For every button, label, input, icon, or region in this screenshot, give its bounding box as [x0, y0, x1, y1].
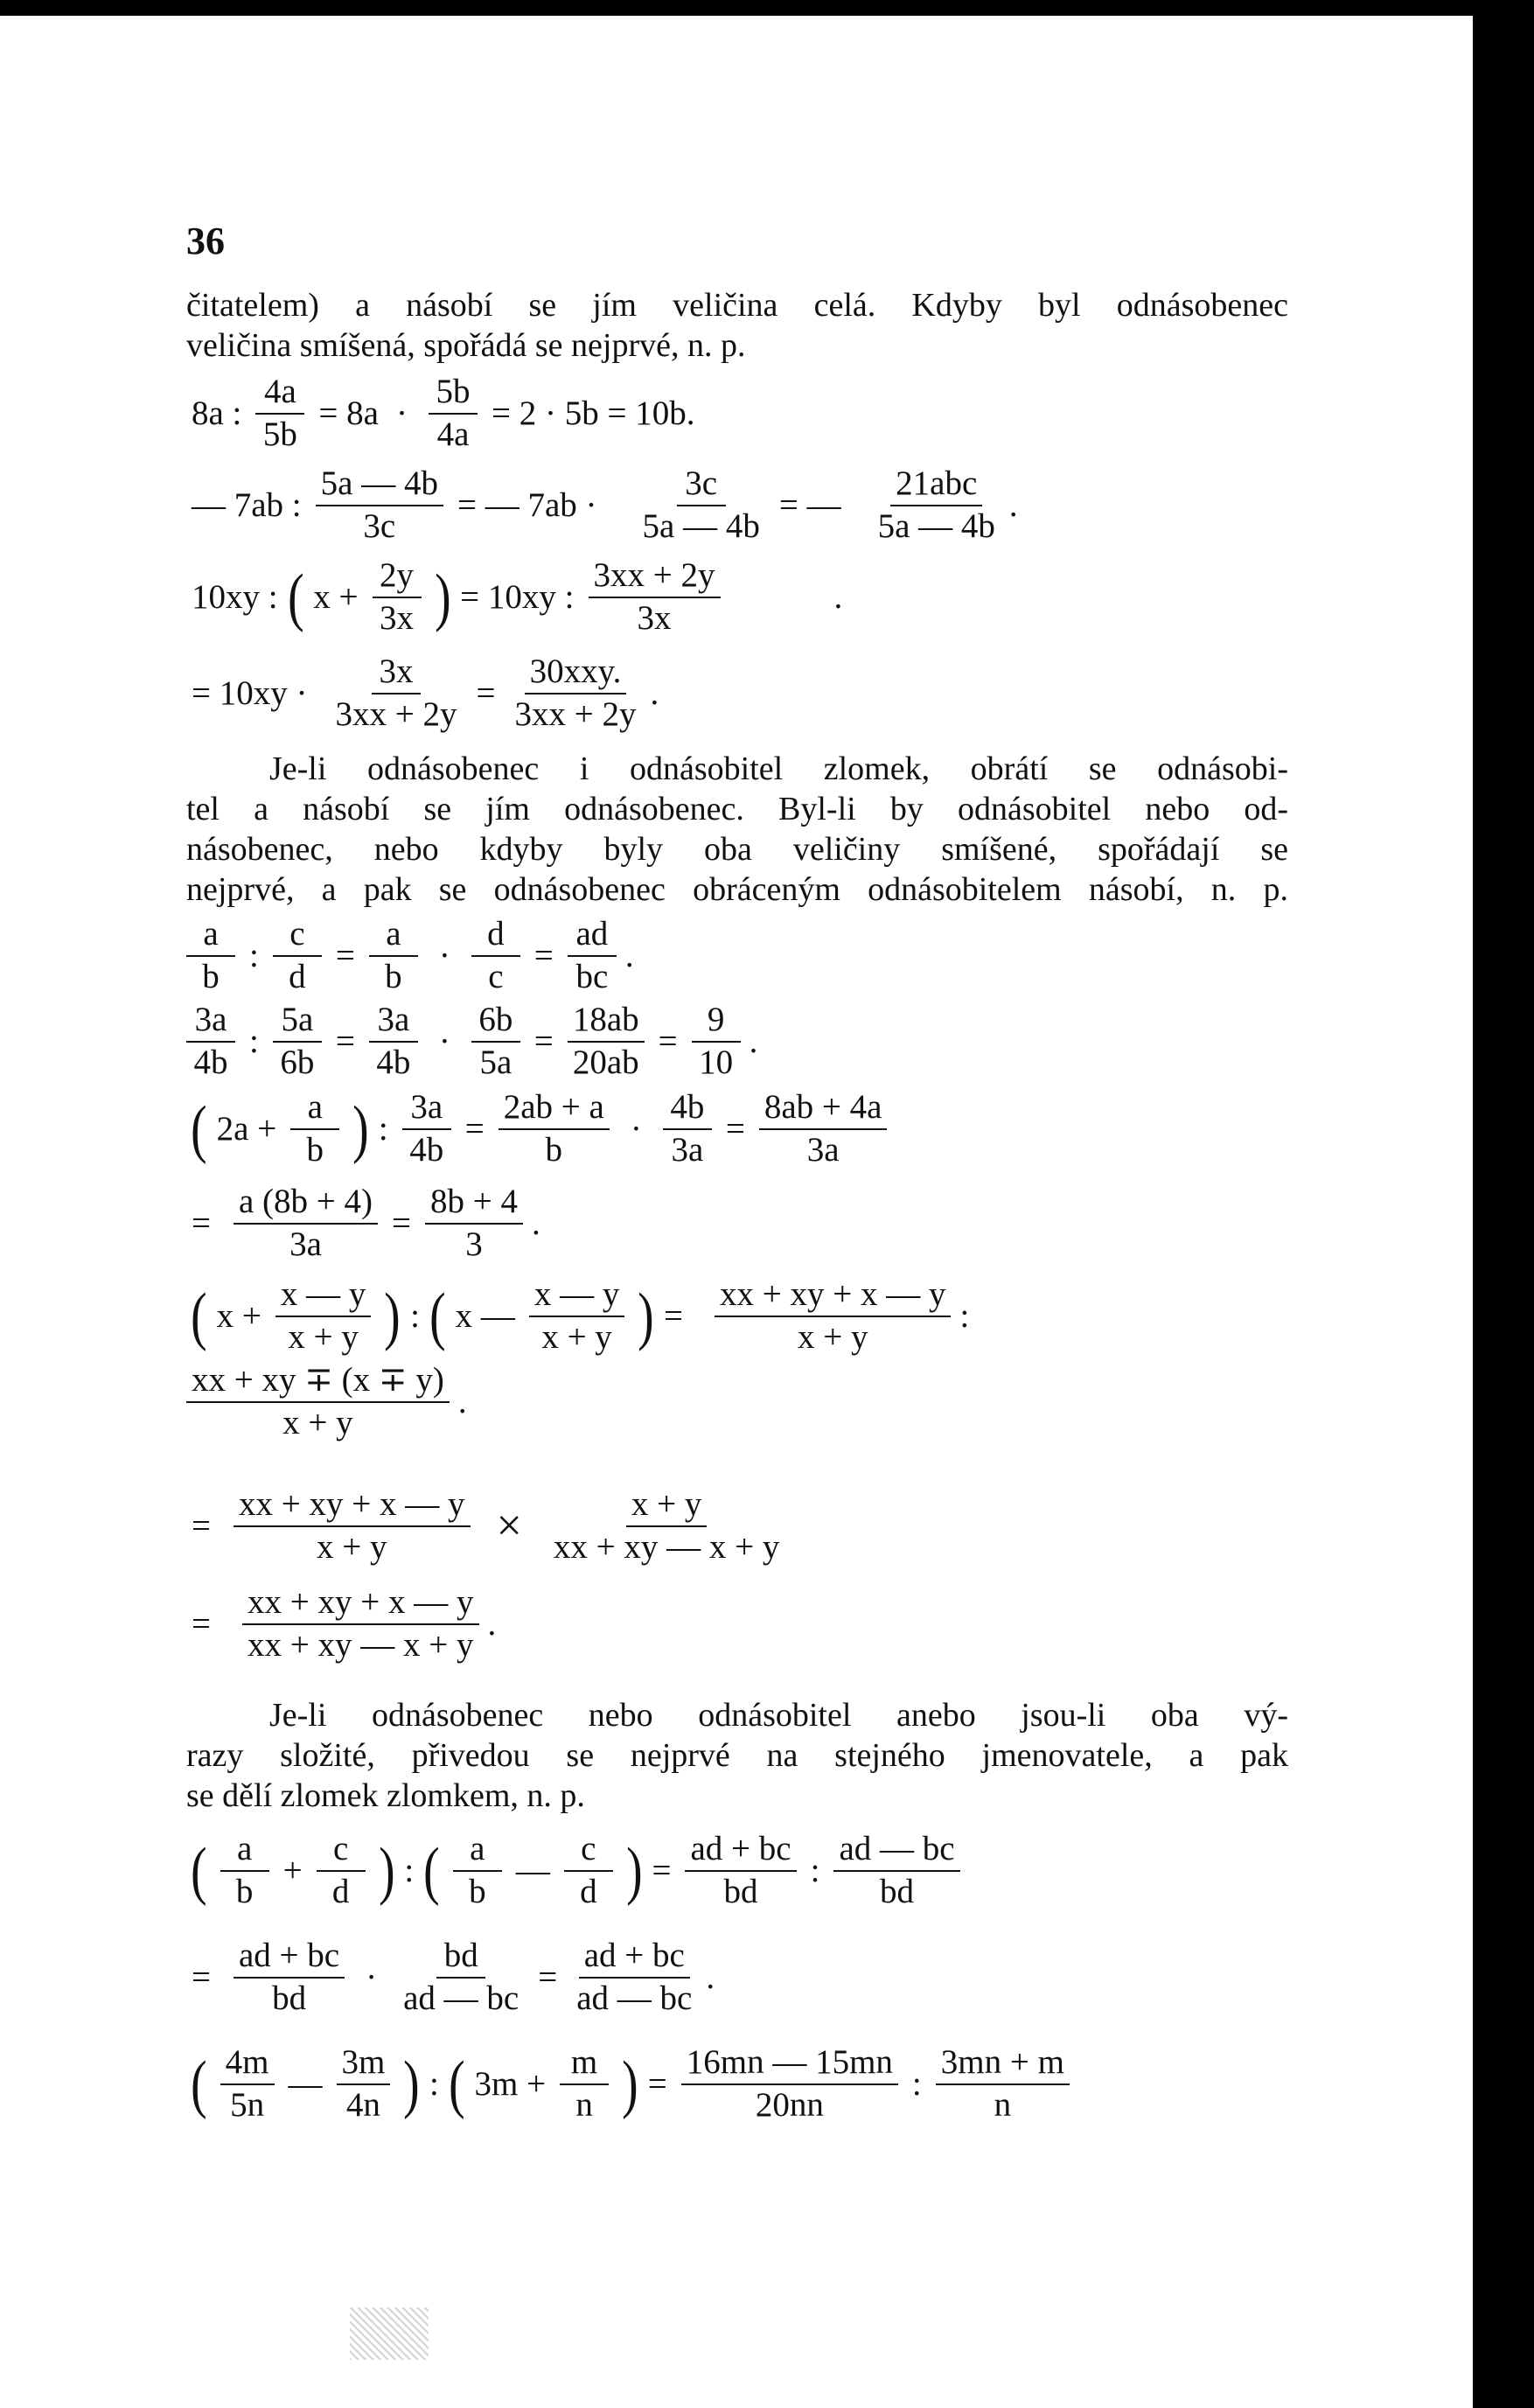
fraction-numerator: 4b: [663, 1090, 712, 1130]
equation-8: [186, 1184, 540, 1263]
fraction-numerator: 2y: [373, 558, 422, 598]
fraction: [453, 1832, 502, 1910]
fraction-numerator: c: [273, 917, 322, 957]
fraction: [220, 2045, 275, 2124]
fraction-denominator: 5a — 4b: [642, 506, 760, 545]
equation-4: [186, 654, 659, 733]
fraction-denominator: 3a: [289, 1225, 322, 1263]
fraction-denominator: 4a: [436, 415, 470, 453]
fraction-numerator: 16mn — 15mn: [681, 2045, 898, 2085]
fraction-numerator: 4m: [220, 2045, 275, 2085]
text-line: čitatelem) a násobí se jím veličina celá. Kdyby byl odnásobenec: [186, 287, 1288, 324]
fraction-denominator: x + y: [541, 1317, 612, 1356]
eq-term: =: [652, 1852, 672, 1890]
fraction: [568, 1002, 645, 1081]
fraction-numerator: 3c: [677, 466, 726, 506]
eq-term: :: [410, 1297, 420, 1336]
fraction-numerator: 21abc: [890, 466, 982, 506]
fraction-denominator: 10: [699, 1043, 734, 1081]
fraction: [568, 917, 617, 995]
fraction-denominator: 4b: [409, 1130, 444, 1169]
fraction-denominator: b: [545, 1130, 563, 1169]
fraction-numerator: a: [186, 917, 235, 957]
equation-15: [186, 2045, 1078, 2124]
fraction: [316, 466, 443, 545]
fraction: [560, 2045, 609, 2124]
eq-term: .: [457, 1383, 467, 1421]
eq-term: +: [282, 1852, 303, 1890]
fraction-denominator: bd: [723, 1872, 758, 1910]
fraction: [369, 1002, 418, 1081]
fraction: [638, 466, 765, 545]
eq-term: :: [249, 937, 259, 975]
fraction-denominator: 20nn: [755, 2085, 824, 2124]
fraction-numerator: d: [471, 917, 520, 957]
fraction-numerator: xx + xy + x — y: [234, 1487, 471, 1527]
fraction-denominator: 4n: [345, 2085, 380, 2124]
fraction-numerator: 3a: [186, 1002, 235, 1043]
fraction-numerator: bd: [436, 1938, 485, 1979]
eq-term: = —: [778, 486, 841, 525]
left-paren: (: [448, 2048, 465, 2120]
eq-term: :: [249, 1023, 259, 1061]
fraction-numerator: a: [220, 1832, 269, 1872]
fraction-numerator: ad + bc: [685, 1832, 796, 1872]
fraction-denominator: bd: [880, 1872, 914, 1910]
eq-term: 3m +: [474, 2065, 547, 2104]
book-page: [0, 16, 1466, 2408]
left-paren: (: [191, 1092, 207, 1165]
fraction-denominator: 5n: [230, 2085, 265, 2124]
fraction-numerator: xx + xy + x — y: [242, 1585, 479, 1625]
fraction-denominator: b: [202, 957, 220, 995]
fraction-denominator: c: [488, 957, 504, 995]
fraction: [873, 466, 1001, 545]
left-paren: (: [191, 1834, 207, 1907]
multiply-dot: ·: [366, 1958, 378, 1997]
eq-term: =: [192, 1605, 211, 1644]
multiply-dot: ·: [395, 394, 408, 433]
fraction-denominator: 3a: [671, 1130, 704, 1169]
fraction-numerator: ad + bc: [579, 1938, 690, 1979]
fraction-numerator: 3a: [369, 1002, 418, 1043]
text-line: Je-li odnásobenec nebo odnásobitel anebo jsou-li oba vý-: [269, 1697, 1288, 1734]
eq-term: x +: [313, 578, 359, 617]
fraction: [663, 1090, 712, 1169]
fraction: [529, 1277, 625, 1356]
text-line: razy složité, přivedou se nejprvé na stejného jmenovatele, a pak: [186, 1737, 1288, 1774]
fraction: [234, 1487, 471, 1566]
eq-term: .: [833, 578, 843, 617]
eq-term: :: [429, 2065, 439, 2104]
fraction-numerator: 3a: [402, 1090, 451, 1130]
equation-2: [186, 466, 1018, 545]
fraction-numerator: x + y: [626, 1487, 708, 1527]
fraction-numerator: a: [453, 1832, 502, 1872]
eq-term: =: [725, 1110, 745, 1148]
right-paren: ): [638, 1280, 654, 1352]
eq-term: = 8a: [318, 394, 379, 433]
eq-term: = 10xy ·: [192, 674, 308, 713]
fraction: [715, 1277, 952, 1356]
fraction-numerator: 9: [692, 1002, 741, 1043]
equation-12: [186, 1585, 496, 1664]
fraction: [337, 2045, 391, 2124]
fraction-numerator: ad: [568, 917, 617, 957]
eq-term: .: [706, 1958, 715, 1997]
fraction: [589, 558, 721, 637]
equation-13: [186, 1832, 969, 1910]
fraction-denominator: b: [385, 957, 402, 995]
fraction-denominator: ad — bc: [576, 1979, 693, 2017]
fraction: [369, 917, 418, 995]
equation-9: [186, 1277, 969, 1356]
eq-term: .: [1008, 486, 1018, 525]
fraction: [759, 1090, 888, 1169]
fraction: [548, 1487, 785, 1566]
scan-border-right: [1473, 0, 1534, 2408]
fraction-numerator: m: [560, 2045, 609, 2085]
multiply-dot: ·: [630, 1110, 642, 1148]
eq-term: .: [532, 1204, 540, 1243]
fraction: [234, 1938, 345, 2017]
fraction-denominator: b: [235, 1872, 254, 1910]
eq-term: = 10xy :: [460, 578, 575, 617]
left-paren: (: [191, 2048, 207, 2120]
fraction-numerator: 3xx + 2y: [589, 558, 721, 598]
equation-1: [186, 374, 700, 453]
fraction-numerator: a (8b + 4): [234, 1184, 378, 1225]
fraction: [471, 1002, 520, 1081]
fraction-denominator: d: [289, 957, 306, 995]
fraction-denominator: x + y: [288, 1317, 359, 1356]
left-paren: (: [191, 1280, 207, 1352]
fraction-denominator: b: [306, 1130, 324, 1169]
eq-term: =: [533, 937, 554, 975]
eq-term: —: [288, 2065, 323, 2104]
fraction: [186, 1363, 450, 1441]
eq-term: :: [810, 1852, 820, 1890]
fraction-denominator: 3a: [806, 1130, 840, 1169]
fraction: [571, 1938, 697, 2017]
fraction: [692, 1002, 741, 1081]
eq-term: =: [192, 1958, 211, 1997]
fraction-denominator: 3c: [363, 506, 396, 545]
eq-term: =: [335, 1023, 355, 1061]
fraction-denominator: 4b: [376, 1043, 411, 1081]
left-paren: (: [423, 1834, 440, 1907]
fraction-numerator: 30xxy.: [525, 654, 627, 694]
page-number: 36: [186, 220, 225, 262]
fraction-numerator: c: [317, 1832, 366, 1872]
text-line: veličina smíšená, spořádá se nejprvé, n. p.: [186, 327, 746, 364]
fraction: [402, 1090, 451, 1169]
fraction: [234, 1184, 378, 1263]
fraction-numerator: 8b + 4: [425, 1184, 523, 1225]
fraction-numerator: xx + xy + x — y: [715, 1277, 952, 1317]
eq-term: =: [464, 1110, 485, 1148]
fraction-numerator: x — y: [529, 1277, 625, 1317]
fraction: [273, 917, 322, 995]
fraction-denominator: b: [469, 1872, 486, 1910]
fraction: [681, 2045, 898, 2124]
fraction: [429, 374, 478, 453]
right-paren: ): [434, 561, 451, 633]
eq-term: .: [650, 674, 659, 713]
eq-term: 2a +: [216, 1110, 277, 1148]
right-paren: ): [625, 1834, 643, 1907]
right-paren: ): [622, 2048, 638, 2120]
right-paren: ): [378, 1834, 395, 1907]
right-paren: ): [352, 1092, 369, 1165]
right-paren: ): [384, 1280, 401, 1352]
fraction-numerator: 3m: [337, 2045, 391, 2085]
fraction-numerator: x — y: [275, 1277, 372, 1317]
eq-term: .: [624, 937, 634, 975]
scan-smudge: [350, 2307, 429, 2360]
equation-11: [186, 1487, 793, 1566]
fraction-numerator: 4a: [255, 374, 304, 415]
fraction-denominator: 3x: [637, 598, 672, 637]
eq-term: =: [533, 1023, 554, 1061]
eq-term: x —: [455, 1297, 515, 1336]
eq-term: .: [749, 1023, 758, 1061]
fraction-denominator: bc: [575, 957, 609, 995]
equation-3: [186, 558, 842, 637]
eq-term: =: [335, 937, 355, 975]
equation-10: [186, 1363, 467, 1441]
eq-term: :: [959, 1297, 970, 1336]
fraction-denominator: x + y: [797, 1317, 868, 1356]
multiply-dot: ·: [438, 937, 450, 975]
fraction: [330, 654, 462, 733]
eq-term: =: [192, 1204, 211, 1243]
fraction-denominator: xx + xy — x + y: [553, 1527, 780, 1566]
text-line: nejprvé, a pak se odnásobenec obráceným odnásobitelem násobí, n. p.: [186, 871, 1288, 908]
multiply-dot: ·: [438, 1023, 450, 1061]
fraction-numerator: 2ab + a: [499, 1090, 610, 1130]
fraction: [833, 1832, 959, 1910]
fraction-denominator: xx + xy — x + y: [248, 1625, 474, 1664]
fraction: [242, 1585, 479, 1664]
fraction: [471, 917, 520, 995]
times-sign: ×: [496, 1501, 522, 1552]
fraction-denominator: 5b: [262, 415, 297, 453]
paragraph-complex-rule: [186, 1695, 1288, 1816]
fraction-numerator: 5b: [429, 374, 478, 415]
fraction: [186, 917, 235, 995]
fraction-numerator: ad — bc: [833, 1832, 959, 1872]
eq-term: .: [487, 1605, 497, 1644]
fraction: [499, 1090, 610, 1169]
fraction: [685, 1832, 796, 1910]
eq-term: =: [476, 674, 496, 713]
fraction-denominator: d: [331, 1872, 350, 1910]
fraction: [220, 1832, 269, 1910]
fraction: [255, 374, 304, 453]
fraction-denominator: 6b: [280, 1043, 315, 1081]
fraction-numerator: 5a — 4b: [316, 466, 443, 506]
eq-term: = 2 · 5b = 10b.: [491, 394, 695, 433]
eq-term: 8a :: [192, 394, 242, 433]
paragraph-intro: [186, 285, 1288, 366]
fraction-denominator: 20ab: [572, 1043, 639, 1081]
fraction-numerator: a: [290, 1090, 339, 1130]
fraction-numerator: 6b: [471, 1002, 520, 1043]
fraction-denominator: 5a — 4b: [877, 506, 995, 545]
eq-term: =: [663, 1297, 683, 1336]
eq-term: — 7ab :: [192, 486, 302, 525]
eq-term: 10xy :: [192, 578, 278, 617]
fraction-denominator: 3: [465, 1225, 483, 1263]
text-line: tel a násobí se jím odnásobenec. Byl-li by odnásobitel nebo od-: [186, 791, 1288, 827]
fraction-denominator: n: [575, 2085, 593, 2124]
text-line: násobenec, nebo kdyby byly oba veličiny smíšené, spořádají se: [186, 831, 1288, 868]
equation-6: [186, 1002, 757, 1081]
fraction: [273, 1002, 322, 1081]
fraction-denominator: ad — bc: [403, 1979, 519, 2017]
fraction-numerator: 18ab: [568, 1002, 645, 1043]
fraction-numerator: 5a: [273, 1002, 322, 1043]
eq-term: =: [538, 1958, 558, 1997]
fraction: [290, 1090, 339, 1169]
fraction: [564, 1832, 613, 1910]
fraction: [509, 654, 641, 733]
fraction-numerator: c: [564, 1832, 613, 1872]
fraction-numerator: 3x: [372, 654, 421, 694]
fraction-numerator: 8ab + 4a: [759, 1090, 888, 1130]
fraction-denominator: 5a: [479, 1043, 512, 1081]
scan-border-top: [0, 0, 1534, 16]
eq-term: =: [392, 1204, 412, 1243]
fraction-denominator: x + y: [317, 1527, 387, 1566]
fraction: [936, 2045, 1070, 2124]
left-paren: (: [287, 561, 304, 633]
fraction: [425, 1184, 523, 1263]
equation-14: [186, 1938, 715, 2017]
left-paren: (: [429, 1280, 446, 1352]
fraction: [373, 558, 422, 637]
fraction-numerator: ad + bc: [234, 1938, 345, 1979]
eq-term: = — 7ab ·: [457, 486, 597, 525]
eq-term: =: [658, 1023, 678, 1061]
text-line: se dělí zlomek zlomkem, n. p.: [186, 1777, 585, 1814]
eq-term: —: [515, 1852, 550, 1890]
fraction-numerator: xx + xy ∓ (x ∓ y): [186, 1363, 450, 1403]
fraction-denominator: 3xx + 2y: [335, 694, 457, 733]
fraction-denominator: 3xx + 2y: [514, 694, 637, 733]
fraction: [398, 1938, 524, 2017]
fraction-denominator: d: [580, 1872, 597, 1910]
right-paren: ): [403, 2048, 420, 2120]
fraction-numerator: a: [369, 917, 418, 957]
eq-term: :: [911, 2065, 922, 2104]
eq-term: :: [404, 1852, 415, 1890]
eq-term: :: [378, 1110, 388, 1148]
fraction: [186, 1002, 235, 1081]
equation-7: [186, 1090, 896, 1169]
eq-term: x +: [216, 1297, 261, 1336]
text-line: Je-li odnásobenec i odnásobitel zlomek, obrátí se odnásobi-: [269, 750, 1288, 787]
fraction: [317, 1832, 366, 1910]
paragraph-fraction-rule: [186, 749, 1288, 910]
fraction-denominator: n: [994, 2085, 1012, 2124]
fraction-numerator: 3mn + m: [936, 2045, 1070, 2085]
fraction-denominator: bd: [272, 1979, 307, 2017]
eq-term: =: [192, 1507, 211, 1546]
fraction: [275, 1277, 372, 1356]
equation-5: [186, 917, 634, 995]
fraction-denominator: x + y: [282, 1403, 353, 1441]
fraction-denominator: 3x: [380, 598, 414, 637]
eq-term: =: [647, 2065, 667, 2104]
fraction-denominator: 4b: [193, 1043, 228, 1081]
